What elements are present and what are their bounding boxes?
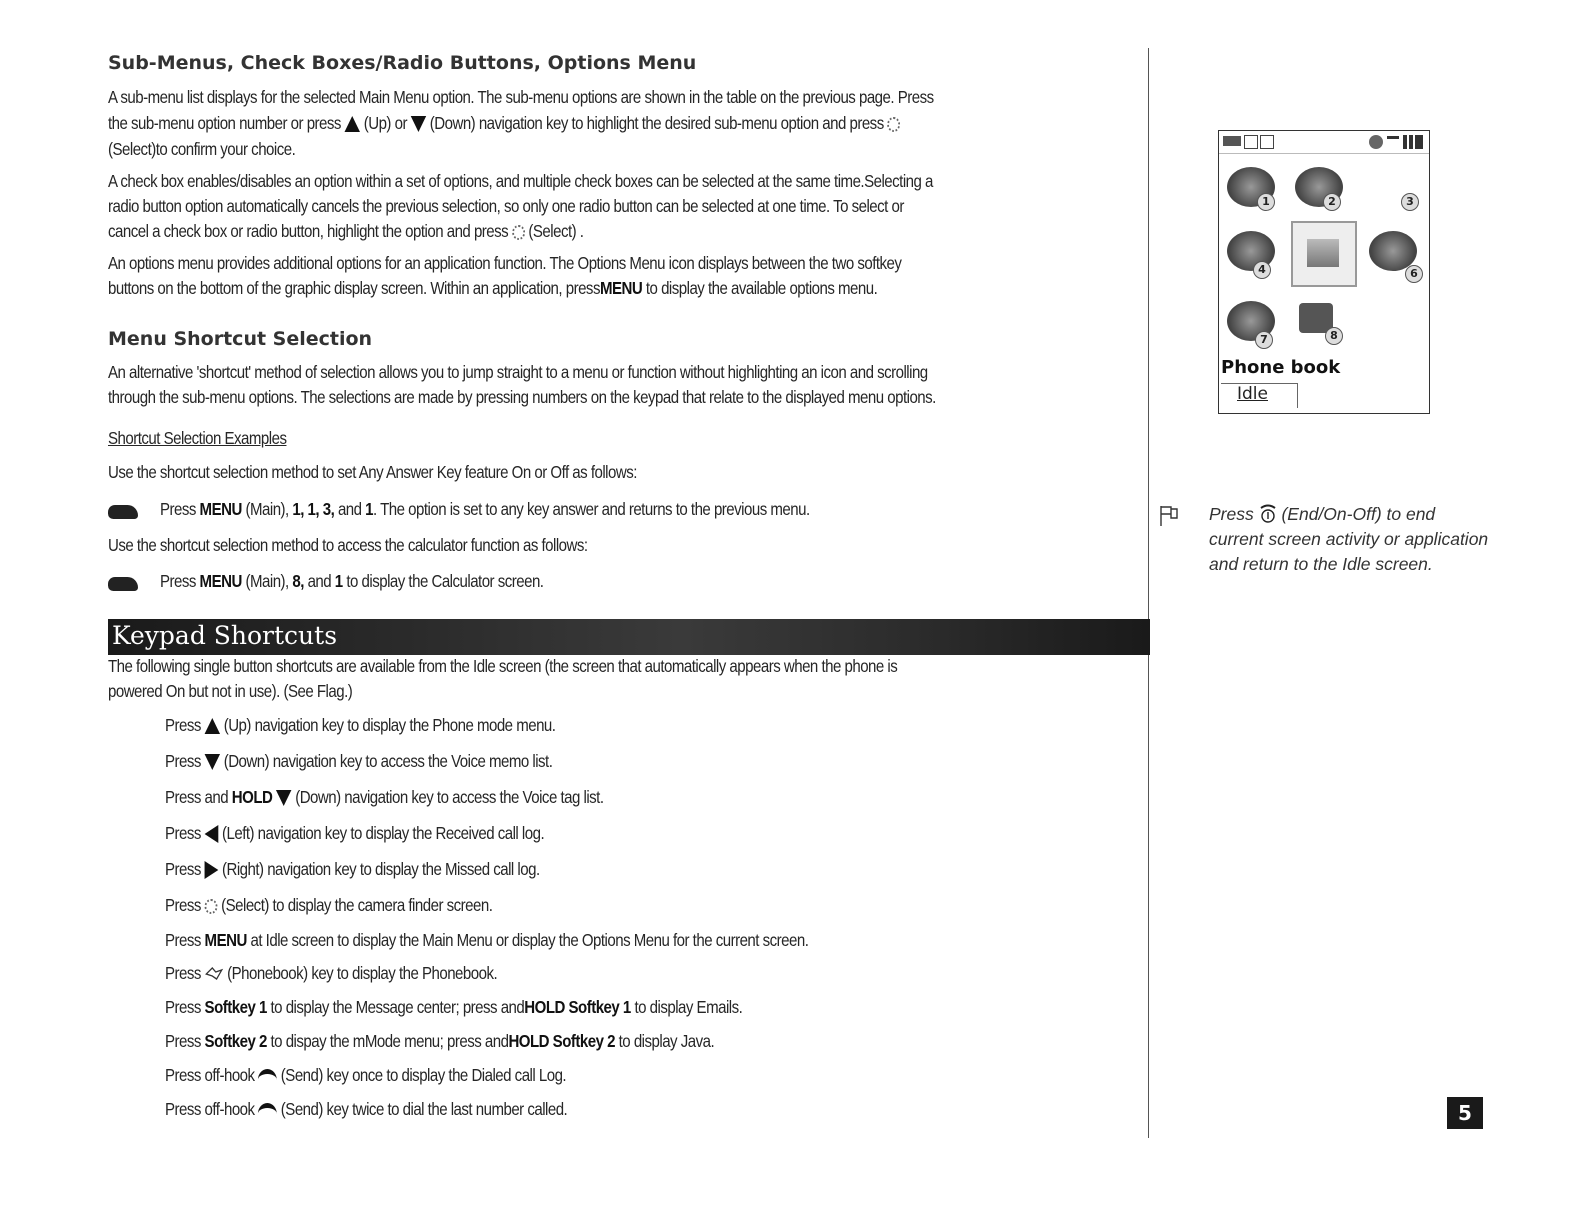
shortcut-item [165,785,604,809]
left-arrow-icon [205,825,219,843]
example-step [160,497,810,521]
app-number: 7 [1255,331,1273,349]
select-key-icon [512,225,525,240]
softkey-label: HOLD Softkey 2 [508,1031,615,1051]
examples-title: Shortcut Selection Examples [108,428,287,448]
text: Press [165,715,201,735]
text: Press [160,571,196,591]
text: to display the available options menu. [645,278,878,298]
paragraph-line: Use the shortcut selection method to access the calculator function as follows: [108,535,588,555]
shortcut-item [165,1063,566,1087]
text: . The option is set to any key answer and returns to the previous menu. [373,499,810,519]
app-number: 6 [1405,265,1423,283]
alarm-icon [1369,135,1383,149]
paragraph-line: powered On but not in use). (See Flag.) [108,681,353,701]
camera-app-icon [1307,239,1339,267]
section-heading-submenus: Sub-Menus, Check Boxes/Radio Buttons, Options Menu [108,52,697,74]
shortcut-item [165,857,540,881]
text: to display Emails. [634,997,743,1017]
text: to display the Message center; press and [270,997,525,1017]
shortcut-item [165,995,742,1019]
text: buttons on the bottom of the graphic display screen. Within an application, press [108,278,600,298]
text: (Up) or [363,113,407,133]
text: (Main), [245,571,289,591]
down-arrow-icon [205,754,220,770]
paragraph-line: An options menu provides additional options for an application function. The Options Menu icon displays between the two softkey [108,253,902,273]
text: at Idle screen to display the Main Menu or display the Options Menu for the current screen. [250,930,809,950]
right-arrow-icon [205,861,219,879]
text: to dispay the mMode menu; press and [270,1031,509,1051]
text: Press [165,930,201,950]
text: (Send) key twice to dial the last number called. [280,1099,568,1119]
down-arrow-icon [276,790,291,806]
hold-label: HOLD [231,787,273,807]
shortcut-item [165,713,555,737]
shortcut-item [165,1097,567,1121]
text: cancel a check box or radio button, highlight the option and press [108,221,509,241]
app-number: 3 [1401,193,1419,211]
page-number: 5 [1447,1097,1483,1129]
column-divider [1148,48,1149,1138]
shortcut-item [165,1029,714,1053]
text: (Up) navigation key to display the Phone mode menu. [223,715,556,735]
text: Press off-hook [165,1065,255,1085]
app-number: 4 [1253,261,1271,279]
menu-key-label: MENU [599,278,643,298]
app-number: 1 [1257,193,1275,211]
text: Press and [165,787,229,807]
shortcut-item [165,893,492,917]
softkey-label: HOLD Softkey 1 [524,997,631,1017]
up-arrow-icon [205,718,220,734]
key-sequence: 1 [365,499,374,519]
text: Press [165,895,201,915]
text: (Select) to display the camera finder screen. [221,895,493,915]
text: the sub-menu option number or press [108,113,341,133]
select-key-icon [205,899,218,914]
shortcut-item [165,821,544,845]
paragraph-line: A check box enables/disables an option within a set of options, and multiple check boxes can be selected at the same time.Selecting a [108,171,933,191]
select-key-icon [887,117,900,132]
phonebook-icon [205,966,224,982]
shortcut-item [165,928,808,952]
selected-app-title: Phone book [1221,357,1341,378]
softkey-label: Softkey 2 [204,1031,267,1051]
shortcut-item [165,749,552,773]
section-banner [108,619,1150,655]
paragraph-line [108,111,900,135]
text: Press [160,499,196,519]
text: (Down) navigation key to access the Voice memo list. [223,751,553,771]
key-sequence: 8, [292,571,304,591]
flag-icon [1158,504,1180,528]
signal-strength-icon [1403,135,1423,149]
paragraph-line: (Select)to confirm your choice. [108,139,296,159]
text: (Down) navigation key to access the Voice tag list. [295,787,604,807]
example-step [160,569,543,593]
key-sequence: 1, 1, 3, [292,499,335,519]
app-number: 2 [1323,193,1341,211]
softkey-label: Softkey 1 [204,997,267,1017]
section-heading-shortcut: Menu Shortcut Selection [108,328,373,350]
text: Press [165,859,201,879]
paragraph-line: A sub-menu list displays for the selected Main Menu option. The sub-menu options are shown in the table on the previous page. Press [108,87,934,107]
text: Press off-hook [165,1099,255,1119]
text: (Phonebook) key to display the Phonebook. [227,963,498,983]
text: (Down) navigation key to highlight the desired sub-menu option and press [429,113,884,133]
text: (Send) key once to display the Dialed call Log. [280,1065,567,1085]
app-number: 8 [1325,327,1343,345]
paragraph-line: Use the shortcut selection method to set Any Answer Key feature On or Off as follows: [108,462,637,482]
text: and [307,571,332,591]
paragraph-line: An alternative 'shortcut' method of selection allows you to jump straight to a menu or function without highlighting an icon and scrolling [108,362,928,382]
text: Press [165,1031,201,1051]
text: Press [165,751,201,771]
text: Press [165,823,201,843]
send-key-icon [258,1069,277,1084]
banner-title: Keypad Shortcuts [112,621,338,650]
menu-key-label: MENU [199,499,242,519]
menu-key-label: MENU [204,930,247,950]
send-key-icon [258,1103,277,1118]
paragraph-line [108,276,877,300]
antenna-icon [1387,136,1399,151]
battery-icon [1223,136,1241,146]
paragraph-line: through the sub-menu options. The selections are made by pressing numbers on the keypad that relate to the displayed menu options. [108,387,936,407]
text: (Main), [245,499,289,519]
menu-key-label: MENU [199,571,242,591]
text: to display Java. [618,1031,715,1051]
text: (Left) navigation key to display the Received call log. [221,823,545,843]
up-arrow-icon [345,116,360,132]
text: and [337,499,362,519]
left-softkey [1221,383,1298,408]
phone-screen-illustration [1218,130,1430,414]
side-note-line: and return to the Idle screen. [1209,554,1433,574]
pointing-hand-icon [108,577,138,591]
status-bar [1219,131,1429,154]
paragraph-line: radio button option automatically cancels the previous selection, so only one radio button can be selected at one time. To select or [108,196,904,216]
side-note-line: current screen activity or application [1209,529,1489,549]
key-sequence: 1 [334,571,343,591]
text: Press [165,997,201,1017]
text: to display the Calculator screen. [346,571,544,591]
paragraph-line: The following single button shortcuts are available from the Idle screen (the screen that automatically appears when the phone is [108,656,898,676]
side-note-line [1209,502,1435,527]
pointing-hand-icon [108,505,138,519]
text: (Select) . [528,221,584,241]
text: Press [165,963,201,983]
end-key-icon [1259,503,1277,523]
selected-app-tile [1291,221,1357,287]
text: (Right) navigation key to display the Missed call log. [221,859,540,879]
softkey-label: Idle [1237,384,1268,404]
text: Press [1209,504,1254,524]
down-arrow-icon [411,116,426,132]
message-icon [1244,135,1258,149]
memo-icon [1260,135,1274,149]
paragraph-line [108,219,583,243]
text: (End/On-Off) to end [1281,504,1436,524]
shortcut-item [165,961,497,985]
